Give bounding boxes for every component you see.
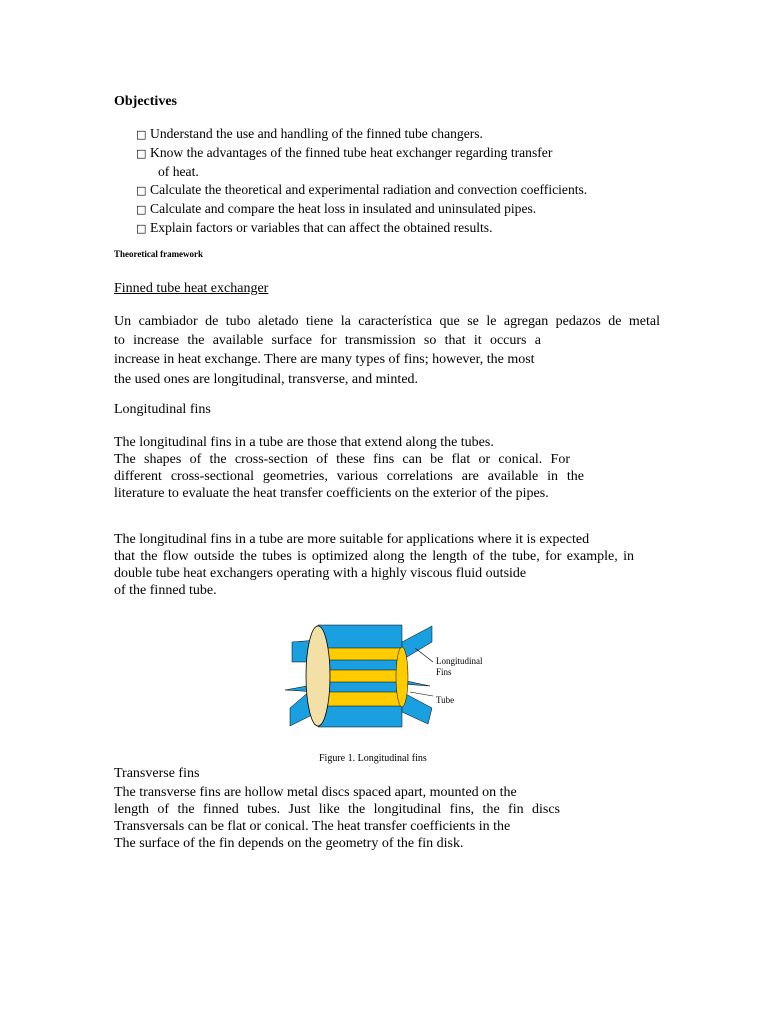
paragraph-line: to increase the available surface for transmission so that it occurs a (114, 333, 541, 348)
tube-end-right (396, 647, 408, 707)
paragraph-line: literature to evaluate the heat transfer coefficients on the exterior of the pipes. (114, 486, 549, 501)
figure-label-tube: Tube (436, 695, 455, 705)
subsection-heading: Finned tube heat exchanger (114, 281, 269, 296)
paragraph-line: The transverse fins are hollow metal discs spaced apart, mounted on the (114, 785, 517, 800)
paragraph-line: different cross-sectional geometries, various correlations are available in the (114, 469, 584, 484)
fin-middle-lower (318, 682, 402, 692)
paragraph-line: The surface of the fin depends on the geometry of the fin disk. (114, 836, 464, 851)
paragraph-line: that the flow outside the tubes is optimized along the length of the tube, for example, in (114, 549, 634, 564)
paragraph-line: The shapes of the cross-section of these fins can be flat or conical. For (114, 452, 570, 467)
figure-label-fins: Fins (436, 667, 452, 677)
objective-item-continuation: of heat. (158, 164, 199, 179)
fin-middle-upper (318, 660, 402, 670)
longitudinal-fins-figure (280, 620, 490, 732)
paragraph-line: the used ones are longitudinal, transverse, and minted. (114, 372, 419, 387)
paragraph-line: The longitudinal fins in a tube are more suitable for applications where it is expected (114, 532, 590, 547)
subsection-heading: Transverse fins (114, 766, 200, 781)
objective-item: □ Calculate the theoretical and experimental radiation and convection coefficients. (136, 182, 588, 197)
checkbox-bullet-icon: □ (136, 184, 147, 197)
objectives-heading: Objectives (114, 94, 177, 109)
checkbox-bullet-icon: □ (136, 222, 147, 235)
paragraph-line: of the finned tube. (114, 583, 217, 598)
tube-leader-line (410, 692, 433, 696)
figure-label-fins: Longitudinal (436, 656, 483, 666)
paragraph-line: double tube heat exchangers operating with a highly viscous fluid outside (114, 566, 527, 581)
paragraph-line: Transversals can be flat or conical. The heat transfer coefficients in the (114, 819, 511, 834)
checkbox-bullet-icon: □ (136, 203, 147, 216)
objective-item: □ Know the advantages of the finned tube heat exchanger regarding transfer (136, 145, 553, 160)
paragraph-line: length of the finned tubes. Just like the longitudinal fins, the fin discs (114, 802, 560, 817)
section-heading: Theoretical framework (114, 249, 204, 259)
checkbox-bullet-icon: □ (136, 147, 147, 160)
paragraph-line: increase in heat exchange. There are many types of fins; however, the most (114, 352, 535, 367)
fins-leader-line (415, 648, 433, 662)
finned-tube-diagram (280, 620, 490, 732)
paragraph-line: Un cambiador de tubo aletado tiene la característica que se le agregan pedazos de metal (114, 314, 660, 329)
paragraph-line: The longitudinal fins in a tube are those that extend along the tubes. (114, 435, 494, 450)
tube-body (318, 648, 402, 706)
tube-end-cap (306, 626, 330, 726)
objective-item: □ Calculate and compare the heat loss in insulated and uninsulated pipes. (136, 201, 537, 216)
objective-item: □ Understand the use and handling of the finned tube changers. (136, 126, 483, 141)
checkbox-bullet-icon: □ (136, 128, 147, 141)
figure-caption: Figure 1. Longitudinal fins (319, 753, 427, 764)
fin-right-upper (402, 626, 432, 660)
objective-item: □ Explain factors or variables that can affect the obtained results. (136, 220, 493, 235)
subsection-heading: Longitudinal fins (114, 402, 211, 417)
